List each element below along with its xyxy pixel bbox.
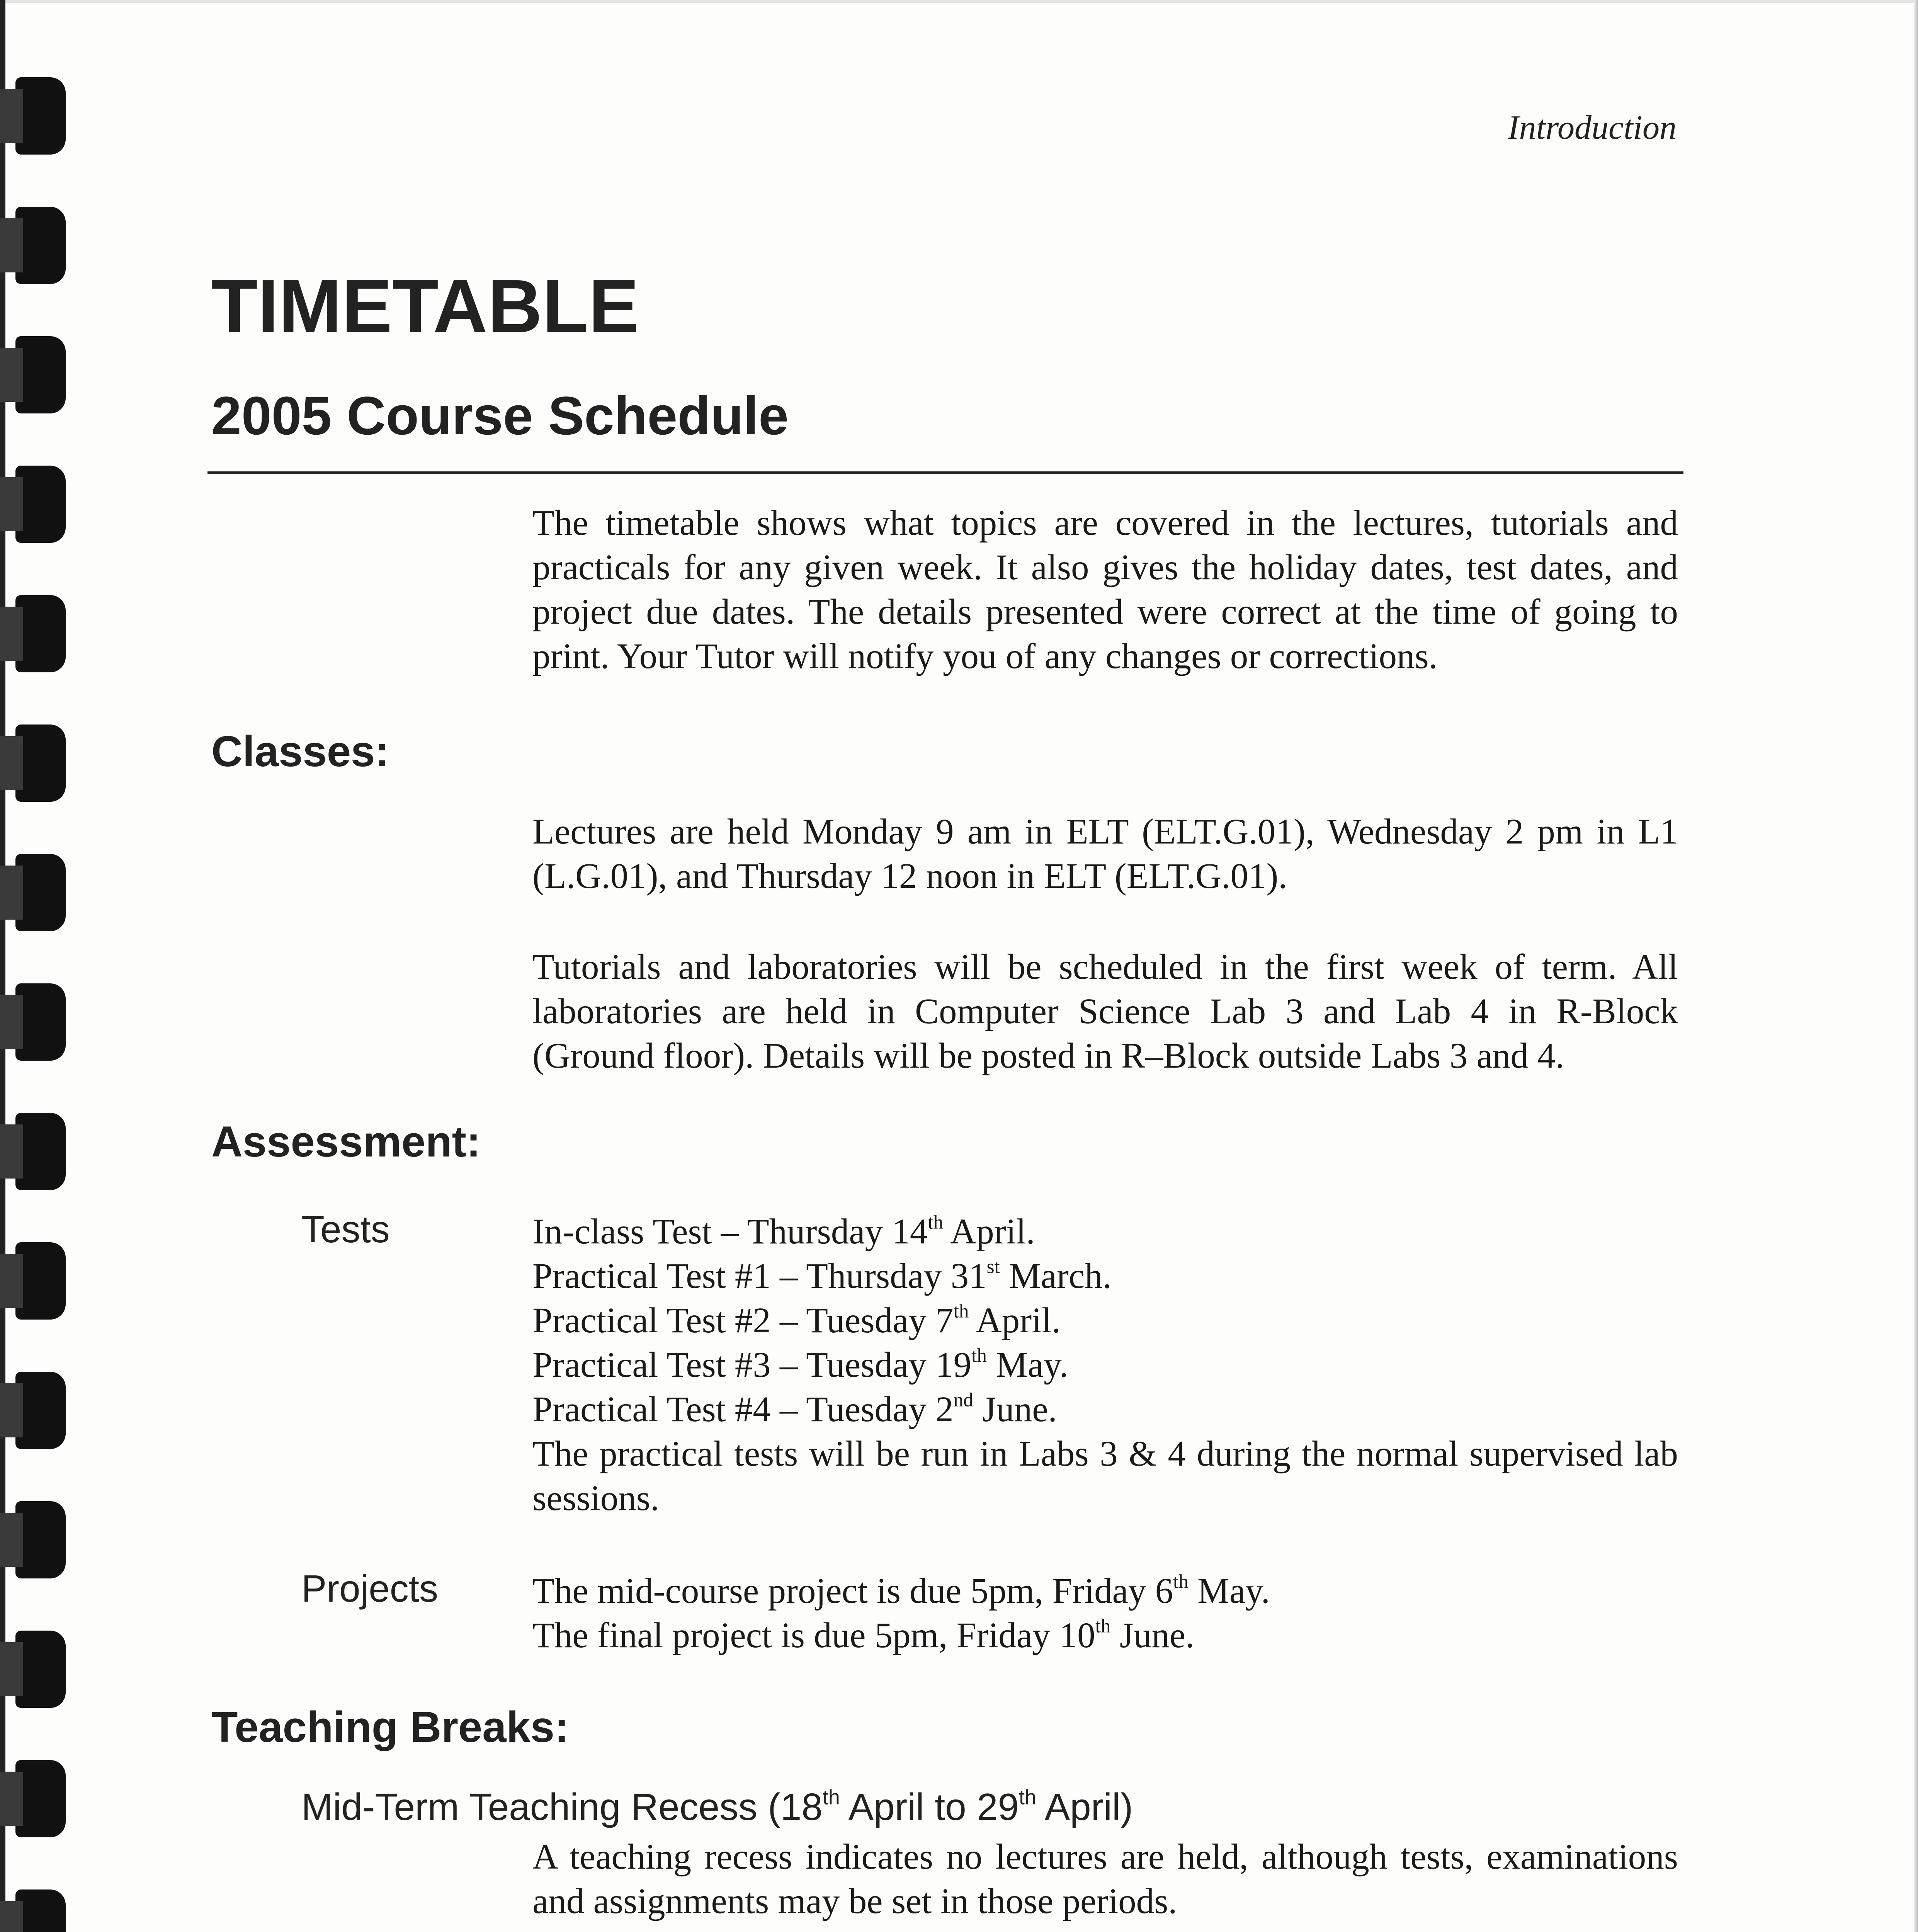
recess-heading: Mid-Term Teaching Recess (18th April to 29th April) <box>301 1786 1133 1828</box>
page-subtitle: 2005 Course Schedule <box>211 385 789 446</box>
test-item: Practical Test #2 – Tuesday 7th April. <box>532 1300 1061 1340</box>
tutorials-paragraph <box>532 945 1678 1078</box>
page-right-edge <box>1914 0 1918 1932</box>
assessment-heading: Assessment: <box>211 1117 481 1166</box>
binding-ring <box>15 1501 66 1578</box>
page-title: TIMETABLE <box>211 264 639 349</box>
tests-list <box>532 1209 1678 1520</box>
lectures-text: Lectures are held Monday 9 am in ELT (ELT.G.01), Wednesday 2 pm in L1 (L.G.01), and Thursday 12 noon in ELT (ELT.G.01). <box>532 812 1678 896</box>
projects-label: Projects <box>301 1567 439 1610</box>
binding-ring <box>15 1242 66 1320</box>
binding-ring <box>15 466 66 543</box>
page-top-edge <box>0 0 1918 3</box>
projects-list <box>532 1569 1678 1658</box>
binding-ring <box>15 1889 66 1932</box>
binding-ring <box>15 77 66 155</box>
binding-ring <box>15 983 66 1061</box>
binding-ring <box>15 854 66 931</box>
lectures-paragraph <box>532 810 1678 898</box>
binding-ring <box>15 336 66 413</box>
recess-note: A teaching recess indicates no lectures are held, although tests, examinations and assignments may be set in those periods. <box>532 1837 1678 1921</box>
test-item: Practical Test #1 – Thursday 31st March. <box>532 1255 1112 1296</box>
teaching-breaks-heading: Teaching Breaks: <box>211 1703 569 1751</box>
running-head: Introduction <box>1508 109 1677 146</box>
test-item: In-class Test – Thursday 14th April. <box>532 1211 1035 1252</box>
title-divider <box>207 471 1683 474</box>
intro-text: The timetable shows what topics are covered in the lectures, tutorials and practicals for any given week. It also gives the holiday dates, test dates, and project due dates. The details presented were correct at the time of going to print. Your Tutor will notify you of any changes or corrections. <box>532 503 1678 676</box>
classes-heading: Classes: <box>211 727 389 776</box>
test-item: Practical Test #4 – Tuesday 2nd June. <box>532 1389 1057 1429</box>
spiral-binding <box>0 0 77 1932</box>
binding-ring <box>15 1760 66 1837</box>
binding-ring <box>15 1631 66 1708</box>
binding-ring <box>15 1113 66 1190</box>
binding-ring <box>15 1372 66 1449</box>
intro-paragraph <box>532 501 1678 679</box>
binding-ring <box>15 724 66 802</box>
tests-note: The practical tests will be run in Labs 3 & 4 during the normal supervised lab sessions. <box>532 1434 1678 1518</box>
project-item: The mid-course project is due 5pm, Friday 6th May. <box>532 1570 1270 1611</box>
tests-label: Tests <box>301 1208 390 1250</box>
binding-ring <box>15 207 66 284</box>
test-item: Practical Test #3 – Tuesday 19th May. <box>532 1344 1068 1385</box>
project-item: The final project is due 5pm, Friday 10th June. <box>532 1615 1195 1655</box>
recess-paragraph <box>532 1835 1678 1923</box>
binding-ring <box>15 595 66 672</box>
tutorials-text: Tutorials and laboratories will be scheduled in the first week of term. All laboratories are held in Computer Science Lab 3 and Lab 4 in R-Block (Ground floor). Details will be posted in R–Block outside Labs 3 and 4. <box>532 947 1678 1076</box>
